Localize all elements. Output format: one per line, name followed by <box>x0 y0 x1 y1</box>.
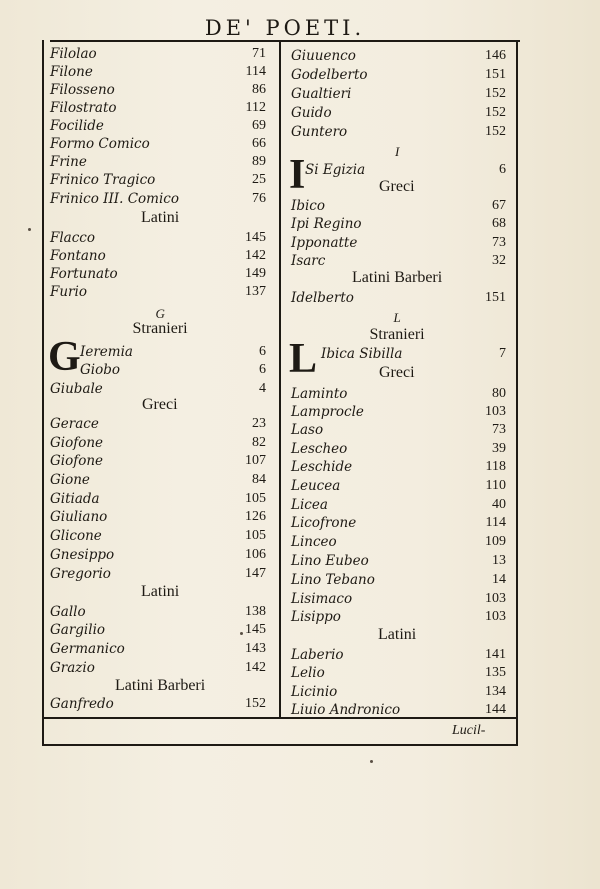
page-title: DE' POETI. <box>204 16 366 40</box>
entry-page-number: 143 <box>245 641 266 656</box>
index-entry <box>291 235 506 255</box>
index-entry <box>291 553 506 573</box>
entry-page-number: 4 <box>259 381 266 396</box>
entry-page-number: 67 <box>492 198 506 213</box>
entry-name: Licea <box>291 497 328 513</box>
index-entry <box>50 82 266 102</box>
index-entry <box>50 528 266 548</box>
entry-page-number: 146 <box>485 48 506 63</box>
entry-name: Focilide <box>50 118 104 134</box>
index-entry <box>50 472 266 492</box>
entry-name: Idelberto <box>291 290 354 306</box>
drop-cap-initial: L <box>289 336 318 382</box>
index-entry <box>291 386 506 406</box>
entry-name: Frinico III. Comico <box>50 191 179 207</box>
index-entry <box>291 684 506 704</box>
alphabet-letter-heading: L <box>393 310 401 325</box>
entry-name: Gargilio <box>50 622 106 638</box>
index-entry <box>291 67 506 87</box>
entry-page-number: 73 <box>492 422 506 437</box>
entry-name: Germanico <box>50 641 125 657</box>
index-entry <box>291 702 506 722</box>
entry-name: Ibico <box>291 198 325 214</box>
entry-name: Lisippo <box>291 609 341 625</box>
entry-page-number: 138 <box>245 604 266 619</box>
entry-page-number: 142 <box>245 660 266 675</box>
section-heading: Stranieri <box>369 326 425 343</box>
entry-name: Licofrone <box>291 515 357 531</box>
entry-name: Gerace <box>50 416 99 432</box>
entry-name: Guntero <box>291 124 348 140</box>
entry-name: Gregorio <box>50 566 111 582</box>
index-entry <box>50 100 266 120</box>
index-entry <box>50 696 266 716</box>
index-entry <box>50 248 266 268</box>
entry-page-number: 112 <box>245 100 266 115</box>
section-heading: Stranieri <box>132 320 188 337</box>
index-entry <box>50 491 266 511</box>
section-heading: Latini <box>378 626 417 643</box>
index-entry <box>50 284 266 304</box>
entry-name: Lamprocle <box>291 404 364 420</box>
entry-page-number: 76 <box>252 191 266 206</box>
entry-name: Giobo <box>80 362 120 378</box>
index-entry <box>50 622 266 642</box>
index-entry <box>291 441 506 461</box>
index-entry <box>50 453 266 473</box>
entry-page-number: 13 <box>492 553 506 568</box>
entry-name: Laso <box>291 422 324 438</box>
entry-page-number: 84 <box>252 472 266 487</box>
entry-page-number: 149 <box>245 266 266 281</box>
section-heading: Latini <box>141 583 180 600</box>
entry-name: Ieremia <box>80 344 133 360</box>
alphabet-letter-heading: I <box>395 144 400 159</box>
entry-name: Lisimaco <box>291 591 353 607</box>
entry-name: Ipi Regino <box>291 216 362 232</box>
index-entry <box>50 509 266 529</box>
index-entry <box>50 154 266 174</box>
entry-page-number: 137 <box>245 284 266 299</box>
index-entry <box>50 118 266 138</box>
entry-page-number: 80 <box>492 386 506 401</box>
entry-name: Grazio <box>50 660 95 676</box>
entry-page-number: 6 <box>259 344 266 359</box>
entry-name: Leucea <box>291 478 341 494</box>
entry-page-number: 71 <box>252 46 266 61</box>
entry-page-number: 151 <box>485 67 506 82</box>
index-entry <box>291 459 506 479</box>
entry-name: Gnesippo <box>50 547 115 563</box>
entry-page-number: 105 <box>245 528 266 543</box>
index-entry <box>50 435 266 455</box>
entry-page-number: 6 <box>499 162 506 177</box>
entry-page-number: 145 <box>245 622 266 637</box>
index-entry <box>291 198 506 218</box>
entry-name: Gione <box>50 472 90 488</box>
entry-page-number: 135 <box>485 665 506 680</box>
entry-page-number: 126 <box>245 509 266 524</box>
entry-page-number: 25 <box>252 172 266 187</box>
entry-name: Si Egizia <box>305 162 366 178</box>
entry-name: Ipponatte <box>291 235 358 251</box>
index-entry <box>291 534 506 554</box>
entry-name: Formo Comico <box>50 136 150 152</box>
index-entry <box>291 290 506 310</box>
entry-page-number: 110 <box>485 478 506 493</box>
index-entry <box>291 105 506 125</box>
entry-page-number: 6 <box>259 362 266 377</box>
entry-page-number: 152 <box>485 124 506 139</box>
entry-page-number: 66 <box>252 136 266 151</box>
entry-page-number: 134 <box>485 684 506 699</box>
entry-page-number: 105 <box>245 491 266 506</box>
entry-page-number: 69 <box>252 118 266 133</box>
index-entry <box>50 172 266 192</box>
entry-name: Frine <box>50 154 87 170</box>
index-entry <box>291 216 506 236</box>
entry-page-number: 103 <box>485 404 506 419</box>
entry-name: Glicone <box>50 528 102 544</box>
column-divider <box>279 40 281 717</box>
entry-name: Liuio Andronico <box>291 702 401 718</box>
index-entry <box>50 416 266 436</box>
page-header <box>50 14 520 42</box>
entry-page-number: 144 <box>485 702 506 717</box>
index-entry <box>50 362 266 382</box>
entry-name: Giuliano <box>50 509 108 525</box>
index-entry <box>291 404 506 424</box>
alphabet-letter-heading: G <box>155 306 165 321</box>
entry-page-number: 142 <box>245 248 266 263</box>
entry-page-number: 145 <box>245 230 266 245</box>
entry-name: Lino Eubeo <box>291 553 369 569</box>
entry-name: Ibica Sibilla <box>321 346 403 362</box>
entry-page-number: 106 <box>245 547 266 562</box>
index-entry <box>291 86 506 106</box>
entry-name: Filostrato <box>50 100 117 116</box>
index-entry <box>50 266 266 286</box>
section-heading: Latini Barberi <box>352 269 443 286</box>
entry-page-number: 114 <box>485 515 506 530</box>
section-heading: Greci <box>142 396 178 413</box>
index-entry <box>291 591 506 611</box>
index-entry <box>291 48 506 68</box>
entry-page-number: 114 <box>245 64 266 79</box>
entry-name: Giofone <box>50 435 104 451</box>
entry-name: Giofone <box>50 453 104 469</box>
entry-page-number: 40 <box>492 497 506 512</box>
index-entry <box>291 647 506 667</box>
entry-name: Giubale <box>50 381 103 397</box>
entry-name: Lescheo <box>291 441 348 457</box>
entry-name: Filone <box>50 64 93 80</box>
entry-page-number: 82 <box>252 435 266 450</box>
index-entry <box>50 191 266 211</box>
index-entry <box>50 46 266 66</box>
section-heading: Greci <box>379 364 415 381</box>
paper-speck <box>240 632 243 635</box>
paper-speck <box>28 228 31 231</box>
catchword: Lucil- <box>452 723 486 738</box>
entry-name: Isarc <box>291 253 326 269</box>
index-entry <box>50 64 266 84</box>
entry-page-number: 103 <box>485 609 506 624</box>
index-entry <box>291 572 506 592</box>
entry-name: Leschide <box>291 459 353 475</box>
entry-page-number: 118 <box>485 459 506 474</box>
entry-name: Giuuenco <box>291 48 356 64</box>
entry-name: Gualtieri <box>291 86 352 102</box>
index-entry <box>291 515 506 535</box>
entry-page-number: 141 <box>485 647 506 662</box>
entry-page-number: 86 <box>252 82 266 97</box>
section-heading: Latini Barberi <box>115 677 206 694</box>
index-entry <box>291 665 506 685</box>
entry-name: Fortunato <box>50 266 118 282</box>
entry-page-number: 68 <box>492 216 506 231</box>
entry-page-number: 109 <box>485 534 506 549</box>
entry-page-number: 14 <box>492 572 506 587</box>
entry-page-number: 152 <box>485 86 506 101</box>
entry-name: Gitiada <box>50 491 100 507</box>
index-entry <box>50 136 266 156</box>
entry-page-number: 152 <box>245 696 266 711</box>
entry-name: Lino Tebano <box>291 572 375 588</box>
entry-page-number: 23 <box>252 416 266 431</box>
entry-page-number: 151 <box>485 290 506 305</box>
entry-page-number: 152 <box>485 105 506 120</box>
entry-page-number: 103 <box>485 591 506 606</box>
section-heading: Greci <box>379 178 415 195</box>
entry-name: Lelio <box>291 665 325 681</box>
section-heading: Latini <box>141 209 180 226</box>
entry-name: Filosseno <box>50 82 115 98</box>
entry-name: Ganfredo <box>50 696 114 712</box>
entry-page-number: 89 <box>252 154 266 169</box>
drop-cap-initial: G <box>48 334 81 380</box>
entry-name: Furio <box>50 284 87 300</box>
entry-page-number: 39 <box>492 441 506 456</box>
index-entry <box>50 641 266 661</box>
entry-name: Linceo <box>291 534 337 550</box>
entry-name: Laminto <box>291 386 348 402</box>
paper-speck <box>370 760 373 763</box>
index-entry <box>291 478 506 498</box>
entry-page-number: 73 <box>492 235 506 250</box>
entry-name: Gallo <box>50 604 86 620</box>
entry-page-number: 147 <box>245 566 266 581</box>
index-entry <box>291 497 506 517</box>
entry-name: Filolao <box>50 46 97 62</box>
drop-cap-initial: I <box>289 152 306 198</box>
entry-name: Frinico Tragico <box>50 172 156 188</box>
index-entry <box>291 422 506 442</box>
index-entry <box>50 604 266 624</box>
index-entry <box>50 547 266 567</box>
entry-name: Flacco <box>50 230 95 246</box>
entry-page-number: 107 <box>245 453 266 468</box>
entry-name: Licinio <box>291 684 338 700</box>
entry-name: Guido <box>291 105 332 121</box>
entry-name: Laberio <box>291 647 344 663</box>
entry-page-number: 32 <box>492 253 506 268</box>
entry-page-number: 7 <box>499 346 506 361</box>
index-entry <box>50 230 266 250</box>
entry-name: Fontano <box>50 248 106 264</box>
index-entry <box>291 124 506 144</box>
entry-name: Godelberto <box>291 67 368 83</box>
